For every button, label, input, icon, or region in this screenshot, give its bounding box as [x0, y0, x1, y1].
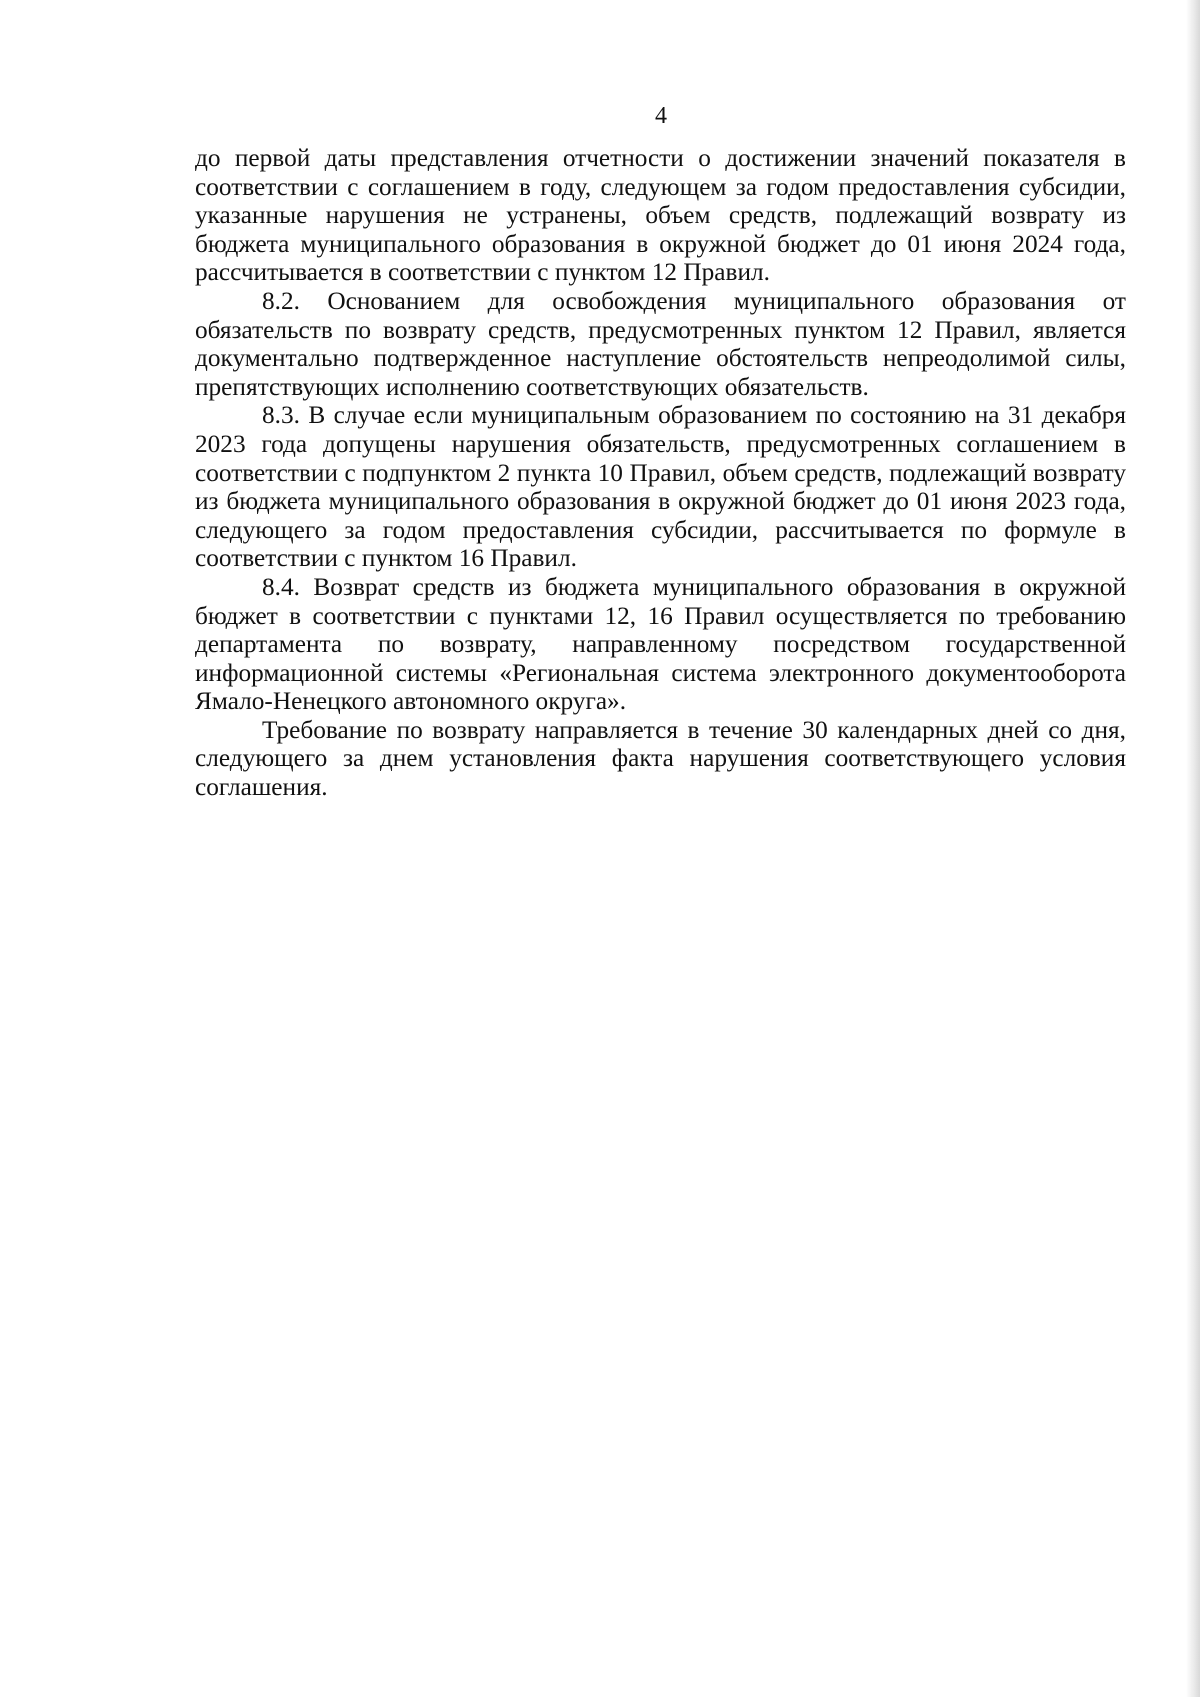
paragraph-8-3: 8.3. В случае если муниципальным образованием по состоянию на 31 декабря 2023 года допущены нарушения обязательств, предусмотренных соглашением в соответствии с подпунктом 2 пункта 10 Правил, объем средств, подлежащий возврату из бюджета муниципального образования в окружной бюджет до 01 июня 2023 года, следующего за годом предоставления субсидии, рассчитывается по формуле в соответствии с пунктом 16 Правил.: [195, 401, 1126, 573]
page-number: 4: [655, 103, 667, 129]
document-body: [195, 144, 1126, 802]
page-edge-shadow: [1186, 0, 1200, 1697]
paragraph-8-4: 8.4. Возврат средств из бюджета муниципального образования в окружной бюджет в соответствии с пунктами 12, 16 Правил осуществляется по требованию департамента по возврату, направленному посредством государственной информационной системы «Региональная система электронного документооборота Ямало-Ненецкого автономного округа».: [195, 572, 1126, 716]
paragraph-8-2: 8.2. Основанием для освобождения муниципального образования от обязательств по возврату средств, предусмотренных пунктом 12 Правил, является документально подтвержденное наступление обстоятельств непреодолимой силы, препятствующих исполнению соответствующих обязательств.: [195, 286, 1126, 401]
paragraph-continuation: до первой даты представления отчетности о достижении значений показателя в соответствии с соглашением в году, следующем за годом предоставления субсидии, указанные нарушения не устранены, объем средств, подлежащий возврату из бюджета муниципального образования в окружной бюджет до 01 июня 2024 года, рассчитывается в соответствии с пунктом 12 Правил.: [195, 144, 1126, 287]
paragraph-return-requirement: Требование по возврату направляется в течение 30 календарных дней со дня, следующего за днем установления факта нарушения соответствующего условия соглашения.: [195, 715, 1126, 802]
